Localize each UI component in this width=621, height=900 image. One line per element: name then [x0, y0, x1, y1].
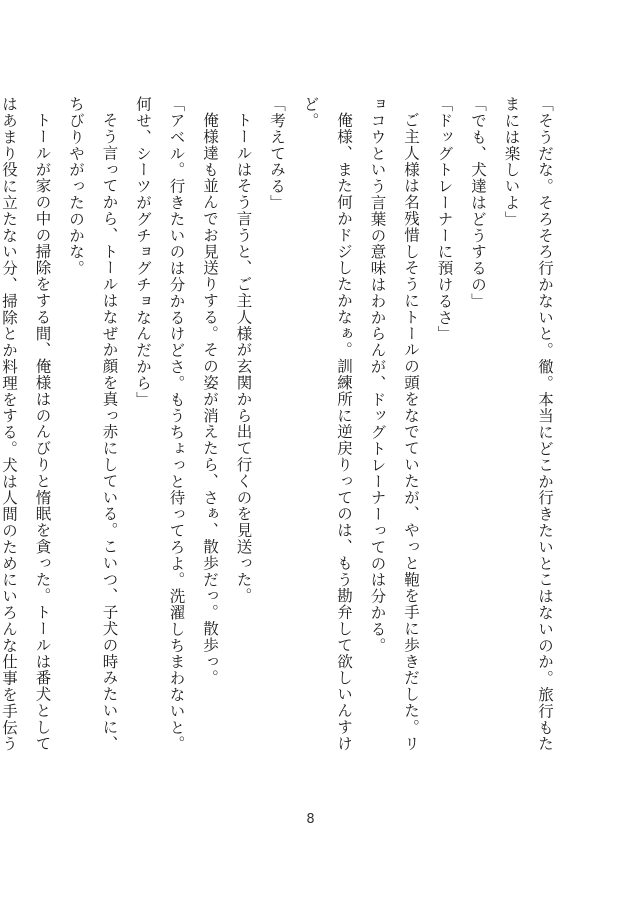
paragraph-narration: そう言ってから、トールはなぜか顔を真っ赤にしている。こいつ、子犬の時みたいに、ちびりやがったのかな。 [67, 96, 119, 752]
paragraph-dialogue: 「そうだな。そろそろ行かないと。徹。本当にどこか行きたいとこはないのか。旅行もたまには楽しいよ」 [502, 96, 554, 752]
paragraph-dialogue: 「ドッグトレーナーに預けるさ」 [435, 96, 454, 342]
paragraph-narration: 俺様達も並んでお見送りする。その姿が消えたら、さぁ、散歩だっ。散歩っ。 [201, 111, 219, 686]
paragraph-dialogue: 「考えてみる」 [268, 96, 286, 211]
paragraph-narration: 俺様、また何かドジしたかなぁ。訓練所に逆戻りってのは、もう勘弁して欲しいんすけど。 [301, 96, 353, 752]
vertical-text-body [0, 96, 561, 760]
page-number: 8 [306, 812, 315, 827]
paragraph-narration: ご主人様は名残惜しそうにトールの頭をなでていたが、やっと鞄を手に歩きだした。リョコウという言葉の意味はわからんが、ドッグトレーナーってのは分かる。 [368, 96, 420, 752]
paragraph-dialogue: 「でも、犬達はどうするの」 [469, 96, 487, 310]
paragraph-narration: トールはそう言うと、ご主人様が玄関から出て行くのを見送った。 [234, 111, 253, 604]
paragraph-dialogue: 「アベル。行きたいのは分かるけどさ。もうちょっと待ってろよ。洗濯しちまわないと。何せ、シーツがグチョグチョなんだから」 [134, 96, 186, 752]
paragraph-narration: トールが家の中の掃除をする間、俺様はのんびりと惰眠を貪った。トールは番犬としてはあまり役に立たない分、掃除とか料理をする。犬は人間のためにいろんな仕事を手伝う [0, 96, 52, 752]
